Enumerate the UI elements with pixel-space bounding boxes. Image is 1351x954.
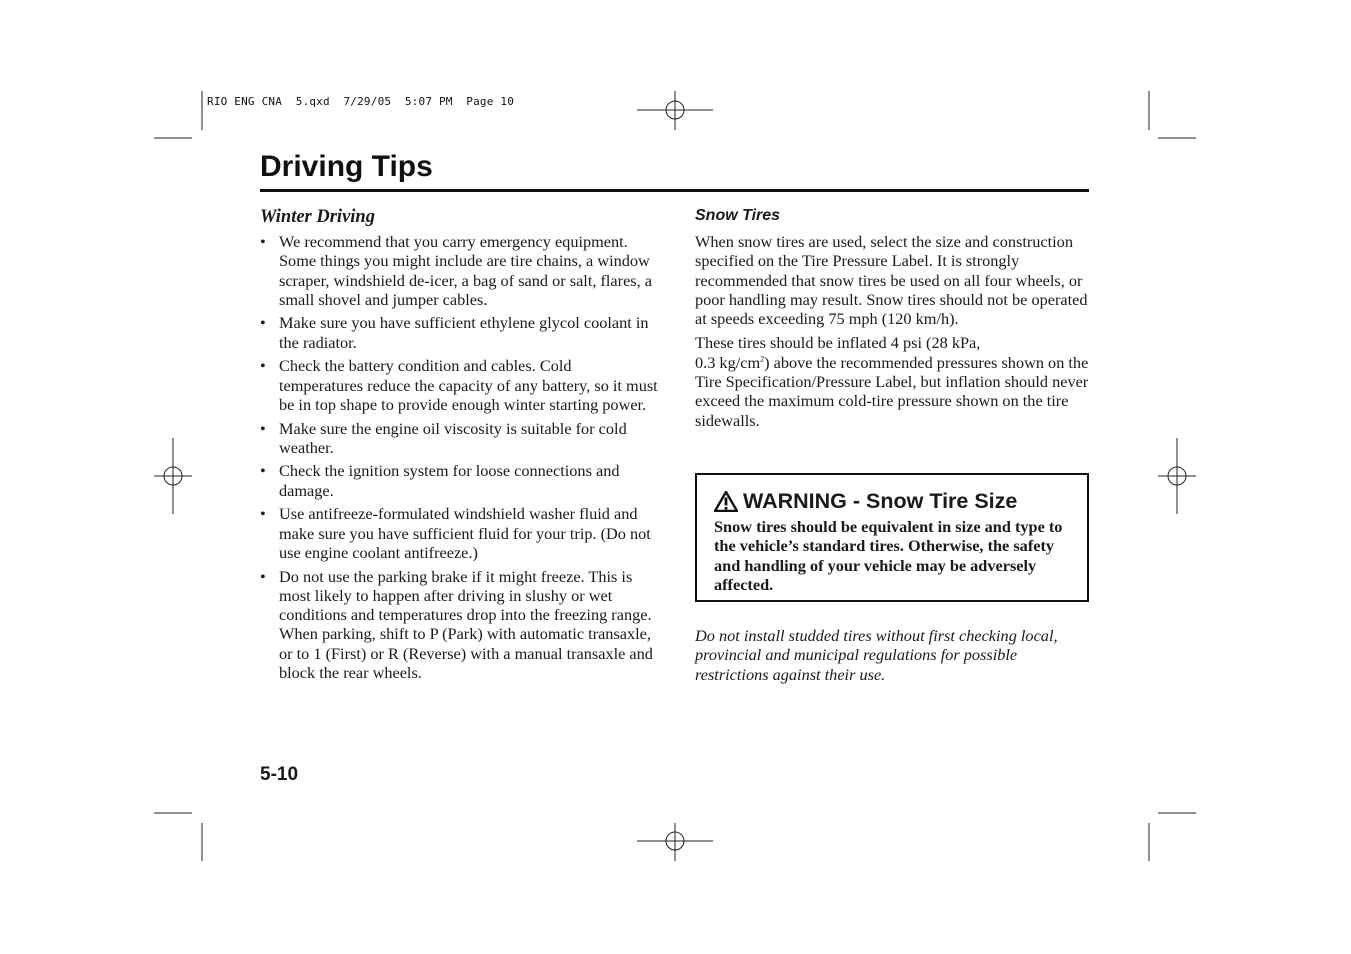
list-item: • Check the battery condition and cables. Cold temperatures reduce the capacity of any battery, so it must be in top shape to provide enough winter starting power. <box>260 356 658 414</box>
list-item: • Make sure the engine oil viscosity is suitable for cold weather. <box>260 418 627 457</box>
bullet: • <box>260 566 266 586</box>
warning-triangle-icon <box>714 491 738 512</box>
snow-tires-heading: Snow Tires <box>695 207 781 224</box>
bullet: • <box>260 418 266 438</box>
print-slug-line: RIO ENG CNA 5.qxd 7/29/05 5:07 PM Page 10 <box>207 95 515 108</box>
bullet: • <box>260 356 266 376</box>
list-item: • Use antifreeze-formulated windshield washer fluid and make sure you have sufficient fluid for your trip. (Do not use engine coolant antifreeze.) <box>260 504 651 562</box>
studded-tires-note: Do not install studded tires without first checking local, provincial and municipal regulations for possible restrictions against their use. <box>695 626 1058 684</box>
page-number: 5-10 <box>260 764 299 785</box>
list-item: • We recommend that you carry emergency equipment. Some things you might include are tire chains, a window scraper, windshield de-icer, a bag of sand or salt, flares, a small shovel and jumper cables. <box>260 232 653 309</box>
page-title: Driving Tips <box>260 150 433 183</box>
bullet: • <box>260 504 266 524</box>
winter-driving-list <box>260 232 658 682</box>
title-rule <box>260 189 1089 192</box>
list-item: • Check the ignition system for loose connections and damage. <box>260 461 620 500</box>
winter-driving-section <box>260 206 658 687</box>
warning-title: WARNING - Snow Tire Size <box>743 489 1018 513</box>
winter-driving-heading: Winter Driving <box>260 207 375 227</box>
list-item: • Make sure you have sufficient ethylene glycol coolant in the radiator. <box>260 313 649 352</box>
warning-text: Snow tires should be equivalent in size and type to the vehicle’s standard tires. Otherwise, the safety and handling of your vehicle may be adversely affected. <box>714 517 1063 594</box>
list-item: • Do not use the parking brake if it might freeze. This is most likely to happen after driving in slushy or wet conditions and temperatures drop into the freezing range. When parking, shift to P (Park) with automatic transaxle, or to 1 (First) or R (Reverse) with a manual transaxle and block the rear wheels. <box>260 566 653 683</box>
warning-title-row <box>714 489 1017 514</box>
bullet: • <box>260 461 266 481</box>
warning-box <box>695 473 1089 602</box>
snow-tires-section <box>695 206 1089 435</box>
bullet: • <box>260 313 266 333</box>
snow-tires-paragraph-1: When snow tires are used, select the size and construction specified on the Tire Pressure Label. It is strongly recommended that snow tires be used on all four wheels, or poor handling may result. Snow tires should not be operated at speeds exceeding 75 mph (120 km/h). <box>695 232 1088 329</box>
bullet: • <box>260 232 266 251</box>
snow-tires-paragraph-2: These tires should be inflated 4 psi (28 kPa, 0.3 $kg/cm^2$) above the recommended pressures shown on the Tire Specification/Pressure Label, but inflation should never exceed the maximum cold-tire pressure shown on the tire sidewalls. <box>695 333 1089 430</box>
